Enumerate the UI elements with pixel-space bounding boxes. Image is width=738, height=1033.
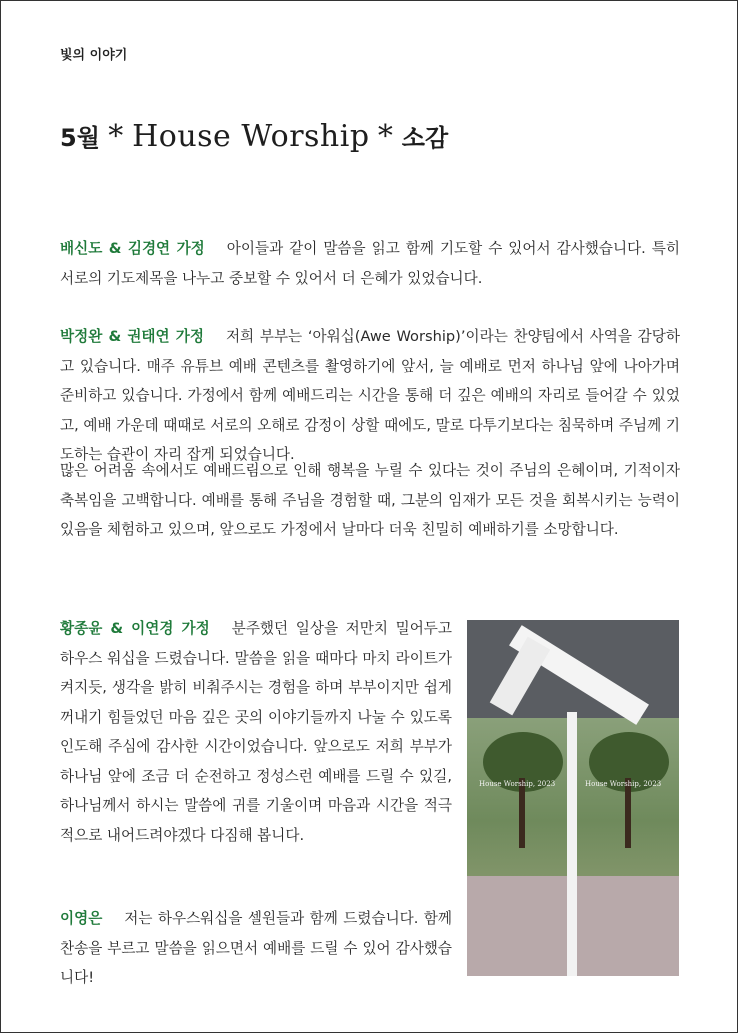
tree-trunk (519, 778, 525, 848)
testimony-1 (60, 234, 680, 293)
testimony-text: 저는 하우스워십을 셀원들과 함께 드렸습니다. 함께 찬송을 부르고 말씀을 읽으면서 예배를 드릴 수 있어 감사했습니다! (60, 910, 452, 986)
booklet-cross-photo (467, 620, 679, 976)
testimony-name: 황종윤 & 이연경 가정 (60, 620, 210, 637)
tree-trunk (625, 778, 631, 848)
cross-arm (490, 637, 551, 716)
testimony-2-continued (60, 456, 680, 545)
testimony-text: 많은 어려움 속에서도 예배드림으로 인해 행복을 누릴 수 있다는 것이 주님의 은혜이며, 기적이자 축복임을 고백합니다. 예배를 통해 주님을 경험할 때, 그분의 임재가 모든 것을 회복시키는 능력이 있음을 체험하고 있으며, 앞으로도 가정에서 날마다 더욱 친밀히 예배하기를 소망합니다. (60, 462, 680, 538)
booklet-title: House Worship, 2023 (585, 780, 662, 788)
title-month: 5월 (60, 124, 100, 152)
booklet-title: House Worship, 2023 (479, 780, 556, 788)
booklet-spine (567, 712, 577, 976)
testimony-name: 이영은 (60, 910, 103, 927)
testimony-name: 박정완 & 권태연 가정 (60, 328, 204, 345)
testimony-text: 아이들과 같이 말씀을 읽고 함께 기도할 수 있어서 감사했습니다. 특히 서로의 기도제목을 나누고 중보할 수 있어서 더 은혜가 있었습니다. (60, 240, 680, 287)
page-title (60, 118, 448, 154)
title-suffix: 소감 (401, 124, 449, 152)
testimony-text: 저희 부부는 ‘아워십(Awe Worship)’이라는 찬양팀에서 사역을 감당하고 있습니다. 매주 유튜브 예배 콘텐츠를 촬영하기에 앞서, 늘 예배로 먼저 하나님 앞에 나아가며 준비하고 있습니다. 가정에서 함께 예배드리는 시간을 통해 더 깊은 예배의 자리로 들어갈 수 있었고, 예배 가운데 때때로 서로의 오해로 감정이 상할 때에도, 말로 다투기보다는 침묵하며 주님께 기도하는 습관이 자리 잡게 되었습니다. (60, 328, 680, 463)
testimony-text: 분주했던 일상을 저만치 밀어두고 하우스 워십을 드렸습니다. 말씀을 읽을 때마다 마치 라이트가 켜지듯, 생각을 밝히 비춰주시는 경험을 하며 부부이지만 쉽게 꺼내기 힘들었던 마음 깊은 곳의 이야기들까지 나눌 수 있도록 인도해 주심에 감사한 시간이었습니다. 앞으로도 저희 부부가 하나님 앞에 조금 더 순전하고 정성스런 예배를 드릴 수 있길, 하나님께서 하시는 말씀에 귀를 기울이며 마음과 시간을 적극적으로 내어드려야겠다 다짐해 봅니다. (60, 620, 452, 844)
testimony-name: 배신도 & 김경연 가정 (60, 240, 205, 257)
title-star-left: * (108, 119, 124, 154)
testimony-2 (60, 322, 680, 470)
testimony-4 (60, 904, 452, 993)
testimony-3 (60, 614, 452, 850)
title-english: House Worship (132, 119, 370, 154)
title-star-right: * (377, 119, 394, 154)
section-label: 빛의 이야기 (60, 48, 128, 63)
